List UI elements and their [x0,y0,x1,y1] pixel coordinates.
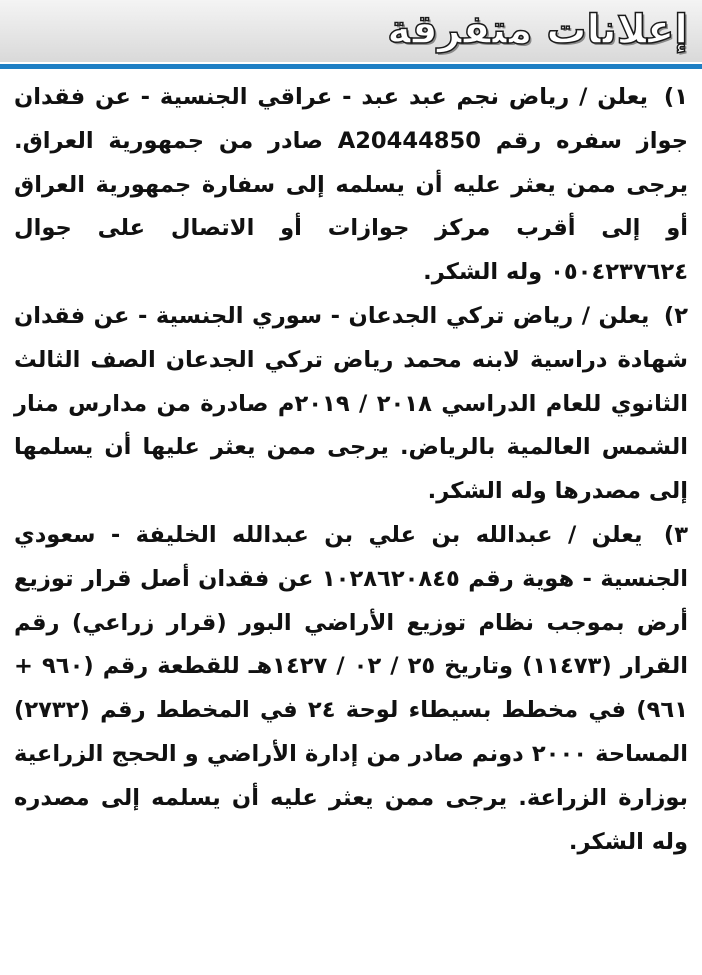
section-title: إعلانات متفرقة [387,7,688,53]
ad-number: ٢) [663,302,688,329]
section-header [0,0,702,62]
ad-number: ١) [663,84,688,110]
ad-text: يعلن / رياض نجم عبد عبد - عراقي الجنسية - عن فقدان جواز سفره رقم A20444850 صادر من جمهورية العراق. يرجى ممن يعثر عليه أن يسلمه إلى سفارة جمهورية العراق أو إلى أقرب مركز جوازات أو الاتصال على جوال ٠٥٠٤٢٣٧٦٢٤ وله الشكر. [14,84,688,286]
classified-ad [14,514,688,864]
header-divider [0,64,702,69]
ad-text: يعلن / رياض تركي الجدعان - سوري الجنسية - عن فقدان شهادة دراسية لابنه محمد رياض تركي الجدعان الصف الثالث الثانوي للعام الدراسي ٢٠١٨ / ٢٠١٩م صادرة من مدارس منار الشمس العالمية بالرياض. يرجى ممن يعثر عليها أن يسلمها إلى مصدرها وله الشكر. [14,302,689,505]
classified-ad [14,295,688,514]
ad-text: يعلن / عبدالله بن علي بن عبدالله الخليفة - سعودي الجنسية - هوية رقم ١٠٢٨٦٢٠٨٤٥ عن فقدان أصل قرار توزيع أرض بموجب نظام توزيع الأراضي البور (قرار زراعي) رقم القرار (١١٤٧٣) وتاريخ ٢٥ / ٠٢ / ١٤٢٧هـ للقطعة رقم (٩٦٠ + ٩٦١) في مخطط بسيطاء لوحة ٢٤ في المخطط رقم (٢٧٣٢) المساحة ٢٠٠٠ دونم صادر من إدارة الأراضي و الحجج الزراعية بوزارة الزراعة. يرجى ممن يعثر عليه أن يسلمه إلى مصدره وله الشكر. [14,521,689,855]
ad-number: ٣) [663,521,688,548]
classified-ad [14,76,688,295]
classified-ads-list [14,76,688,864]
